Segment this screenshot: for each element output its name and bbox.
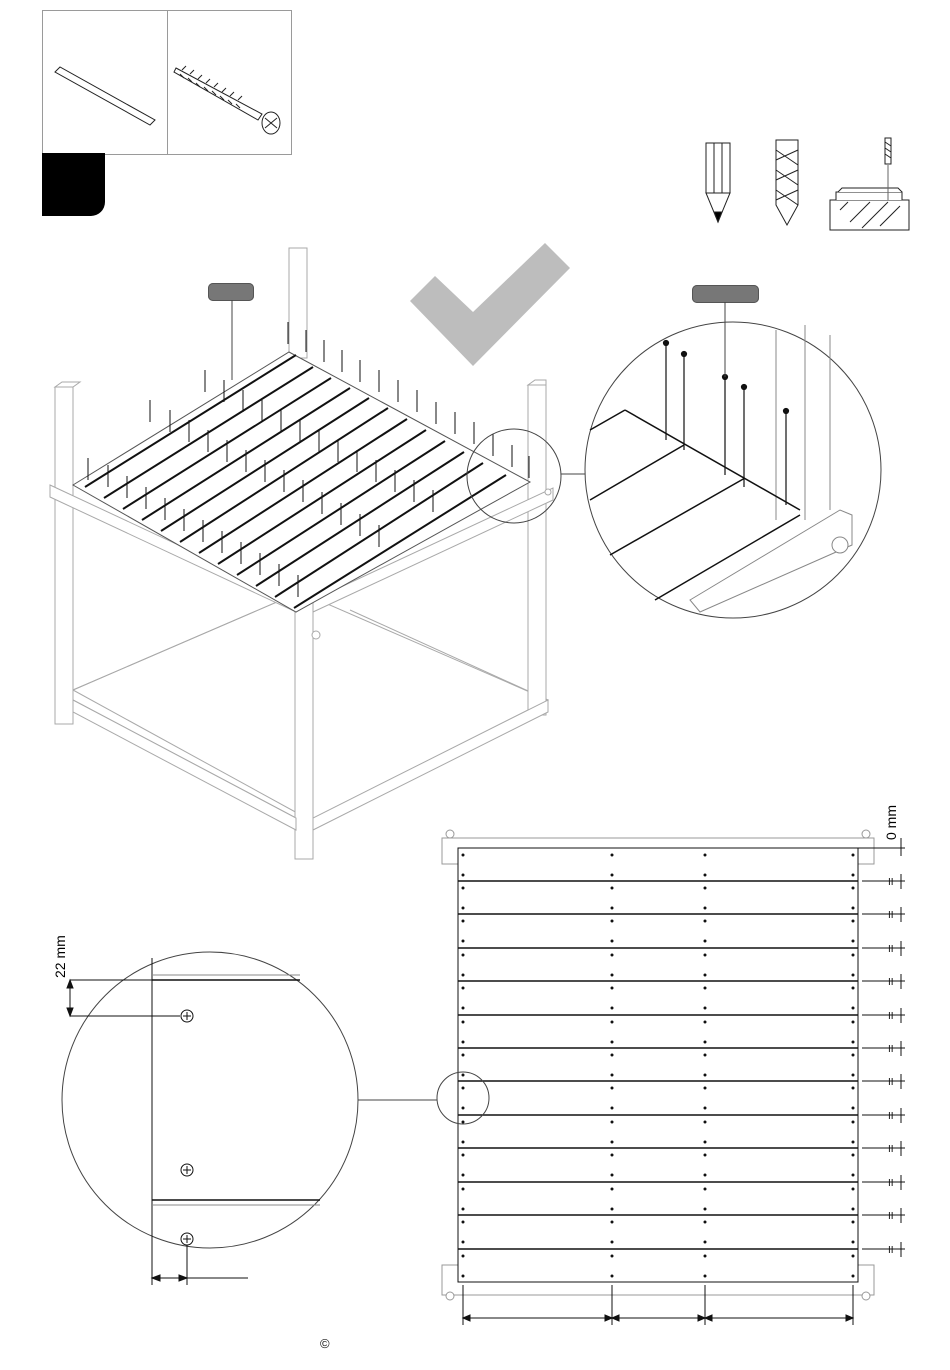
svg-text:II: II <box>888 877 894 888</box>
copyright: © <box>320 1336 330 1351</box>
top-gap-label: 0 mm <box>883 805 899 840</box>
checkmark-icon <box>410 243 570 366</box>
drill-bit-icon <box>776 140 798 225</box>
svg-text:II: II <box>888 1044 894 1055</box>
screw-icon <box>174 66 280 134</box>
svg-text:II: II <box>888 1211 894 1222</box>
svg-text:II: II <box>888 910 894 921</box>
svg-text:II: II <box>888 1111 894 1122</box>
svg-text:II: II <box>888 1178 894 1189</box>
pre-drill-icon <box>830 138 909 230</box>
deck-boards <box>73 352 530 612</box>
svg-text:II: II <box>888 944 894 955</box>
svg-text:II: II <box>888 1245 894 1256</box>
strip-icon <box>55 67 155 125</box>
svg-text:II: II <box>888 977 894 988</box>
detail-circle-bottom <box>62 952 358 1285</box>
svg-text:II: II <box>888 1077 894 1088</box>
pencil-icon <box>706 143 730 222</box>
gap-markers <box>858 838 905 1257</box>
edge-offset-label: 22 mm <box>52 935 68 978</box>
svg-text:II: II <box>888 1011 894 1022</box>
detail-circle-top <box>585 302 881 618</box>
svg-text:II: II <box>888 1144 894 1155</box>
deck-top-view <box>358 830 905 1325</box>
